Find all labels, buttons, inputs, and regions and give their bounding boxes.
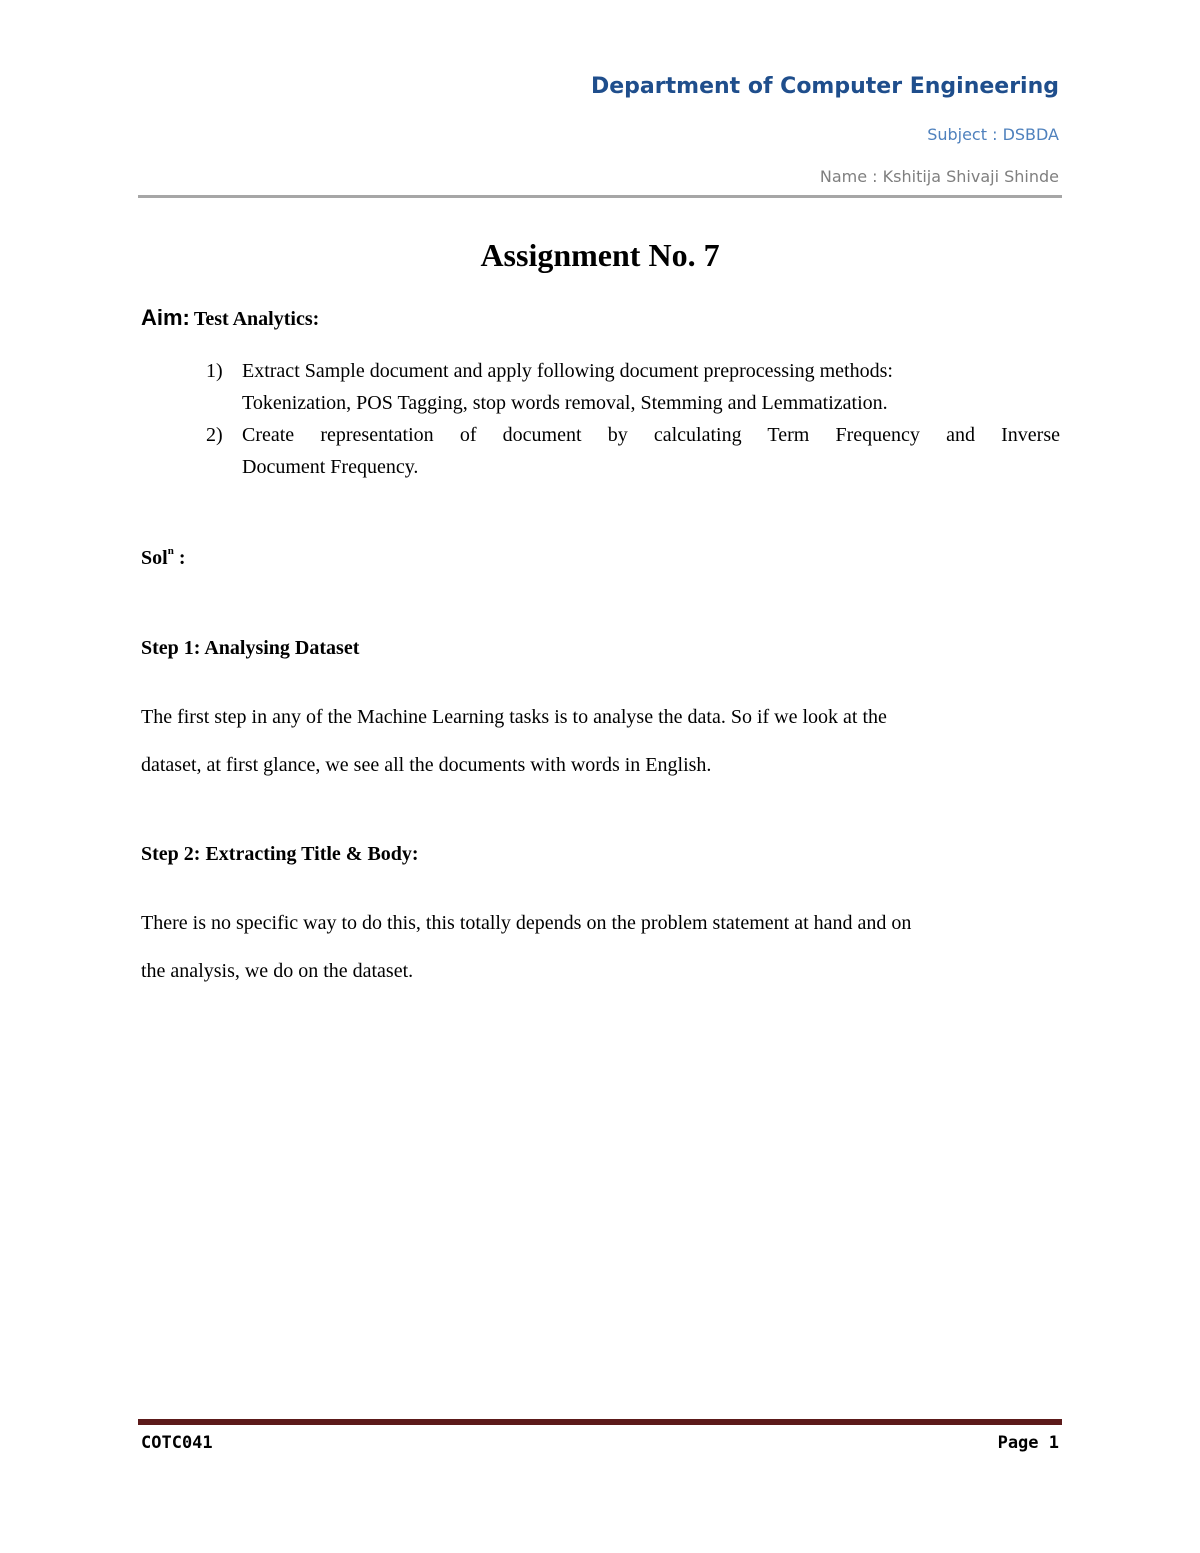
aim-list	[206, 355, 1060, 483]
list-item-line: Extract Sample document and apply following document preprocessing methods:	[242, 360, 893, 382]
step-1-heading: Step 1: Analysing Dataset	[141, 637, 360, 659]
solution-superscript: n	[167, 545, 174, 557]
department-header: Department of Computer Engineering	[591, 74, 1059, 99]
aim-text: Test Analytics:	[193, 308, 320, 330]
paragraph-line: dataset, at first glance, we see all the documents with words in English.	[141, 754, 712, 776]
course-code: COTC041	[141, 1433, 213, 1453]
list-item	[206, 419, 1060, 483]
list-item-line: Document Frequency.	[242, 456, 419, 478]
assignment-title: Assignment No. 7	[480, 237, 720, 273]
solution-suffix: :	[173, 547, 186, 569]
header-divider	[138, 195, 1062, 198]
list-item	[206, 355, 1060, 419]
list-item-line: Create representation of document by calculating Term Frequency and Inverse	[242, 424, 1060, 446]
solution-label	[141, 547, 185, 570]
step-2-heading: Step 2: Extracting Title & Body:	[141, 843, 419, 865]
solution-label-text: Sol	[141, 547, 168, 569]
step-2-paragraph	[141, 899, 1061, 995]
list-item-number: 1)	[206, 360, 223, 382]
aim-label: Aim:	[141, 305, 190, 330]
aim-line	[141, 305, 319, 331]
subject-line: Subject : DSBDA	[927, 125, 1059, 144]
list-item-line: Tokenization, POS Tagging, stop words removal, Stemming and Lemmatization.	[242, 392, 888, 414]
paragraph-line: There is no specific way to do this, this totally depends on the problem statement at hand and on	[141, 912, 912, 934]
list-item-number: 2)	[206, 424, 223, 446]
paragraph-line: The first step in any of the Machine Learning tasks is to analyse the data. So if we look at the	[141, 706, 887, 728]
footer-divider	[138, 1419, 1062, 1425]
student-name-line: Name : Kshitija Shivaji Shinde	[819, 167, 1059, 186]
page-number: Page 1	[997, 1433, 1059, 1453]
paragraph-line: the analysis, we do on the dataset.	[141, 960, 414, 982]
step-1-paragraph	[141, 693, 1061, 789]
